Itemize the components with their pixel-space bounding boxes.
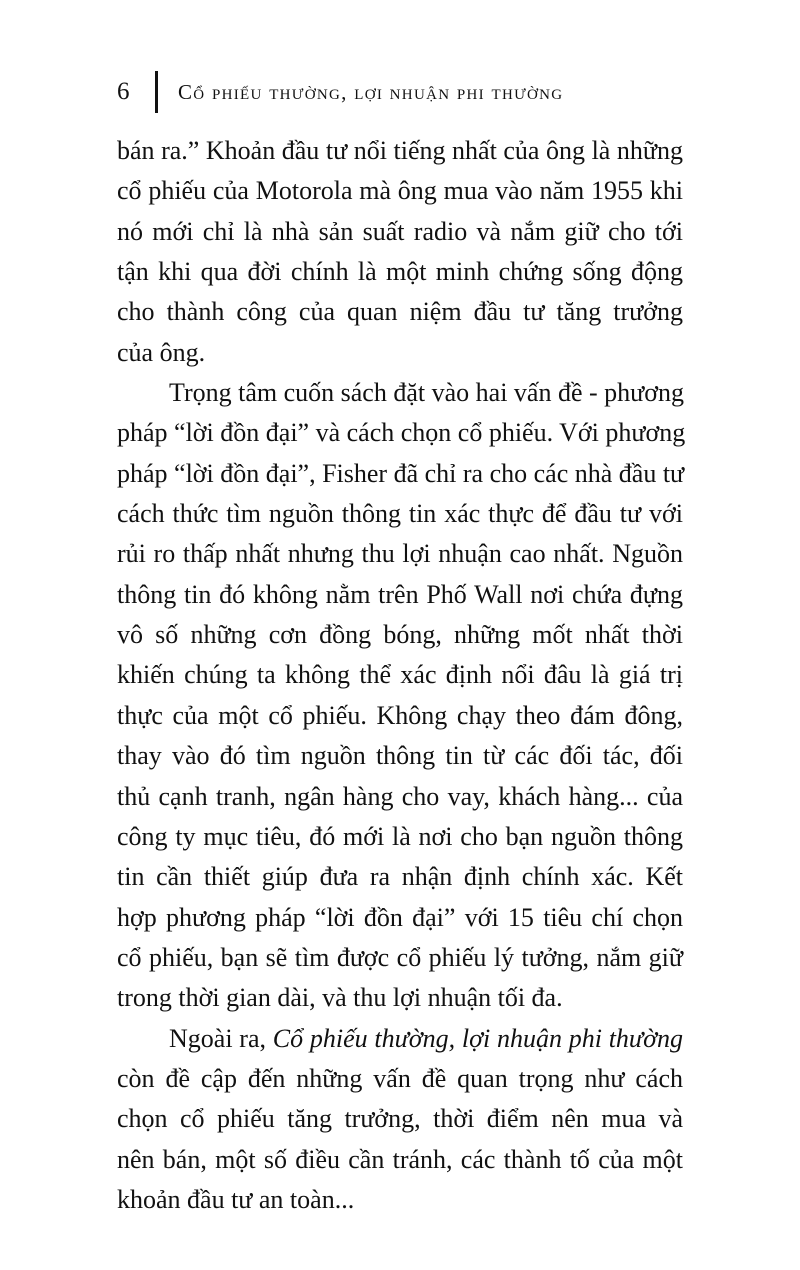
text-line: của ông.	[117, 337, 206, 367]
running-title: Cổ phiếu thường, lợi nhuận phi thường	[178, 79, 564, 104]
text-line: nên bán, một số điều cần tránh, các thành tố của một	[117, 1144, 683, 1174]
paragraph-1	[117, 131, 683, 373]
text-line: rủi ro thấp nhất nhưng thu lợi nhuận cao nhất. Nguồn	[117, 539, 683, 569]
text-line: cổ phiếu, bạn sẽ tìm được cổ phiếu lý tưởng, nắm giữ	[117, 942, 683, 972]
text-line: hợp phương pháp “lời đồn đại” với 15 tiêu chí chọn	[117, 902, 683, 932]
text-line: thông tin đó không nằm trên Phố Wall nơi chứa đựng	[117, 579, 683, 609]
header-divider	[155, 71, 158, 113]
text-line: Trọng tâm cuốn sách đặt vào hai vấn đề - phương	[169, 378, 684, 408]
text-run: Ngoài ra,	[169, 1023, 273, 1053]
text-line: chọn cổ phiếu tăng trưởng, thời điểm nên mua và	[117, 1104, 683, 1134]
text-line: tin cần thiết giúp đưa ra nhận định chính xác. Kết	[117, 862, 683, 892]
page-number: 6	[117, 78, 130, 105]
book-title-italic: Cổ phiếu thường, lợi nhuận phi thường	[272, 1023, 683, 1053]
text-line: bán ra.” Khoản đầu tư nổi tiếng nhất của ông là những	[117, 136, 683, 165]
text-line: trong thời gian dài, và thu lợi nhuận tối đa.	[117, 983, 563, 1013]
text-line: thay vào đó tìm nguồn thông tin từ các đối tác, đối	[117, 741, 683, 771]
text-line: cách thức tìm nguồn thông tin xác thực để đầu tư với	[117, 499, 683, 529]
paragraph-3	[117, 1019, 683, 1221]
text-line: nó mới chỉ là nhà sản suất radio và nắm giữ cho tới	[117, 216, 683, 246]
text-line: pháp “lời đồn đại”, Fisher đã chỉ ra cho các nhà đầu tư	[117, 458, 685, 488]
text-line: còn đề cập đến những vấn đề quan trọng như cách	[117, 1063, 683, 1093]
text-line: công ty mục tiêu, đó mới là nơi cho bạn nguồn thông	[117, 821, 683, 851]
text-line	[117, 1019, 683, 1059]
text-line: khiến chúng ta không thể xác định nổi đâu là giá trị	[117, 660, 683, 690]
text-line: tận khi qua đời chính là một minh chứng sống động	[117, 257, 683, 287]
text-line: thủ cạnh tranh, ngân hàng cho vay, khách hàng... của	[117, 781, 683, 811]
text-line: cho thành công của quan niệm đầu tư tăng trưởng	[117, 297, 683, 327]
text-line: cổ phiếu của Motorola mà ông mua vào năm 1955 khi	[117, 176, 683, 206]
text-line: thực của một cổ phiếu. Không chạy theo đám đông,	[117, 700, 683, 730]
text-line: khoản đầu tư an toàn...	[117, 1184, 355, 1214]
text-line: pháp “lời đồn đại” và cách chọn cổ phiếu. Với phương	[117, 418, 686, 448]
page-header	[117, 72, 563, 112]
body-text	[117, 131, 686, 1220]
paragraph-2	[117, 373, 686, 1019]
text-line: vô số những cơn đồng bóng, những mốt nhất thời	[117, 620, 683, 650]
